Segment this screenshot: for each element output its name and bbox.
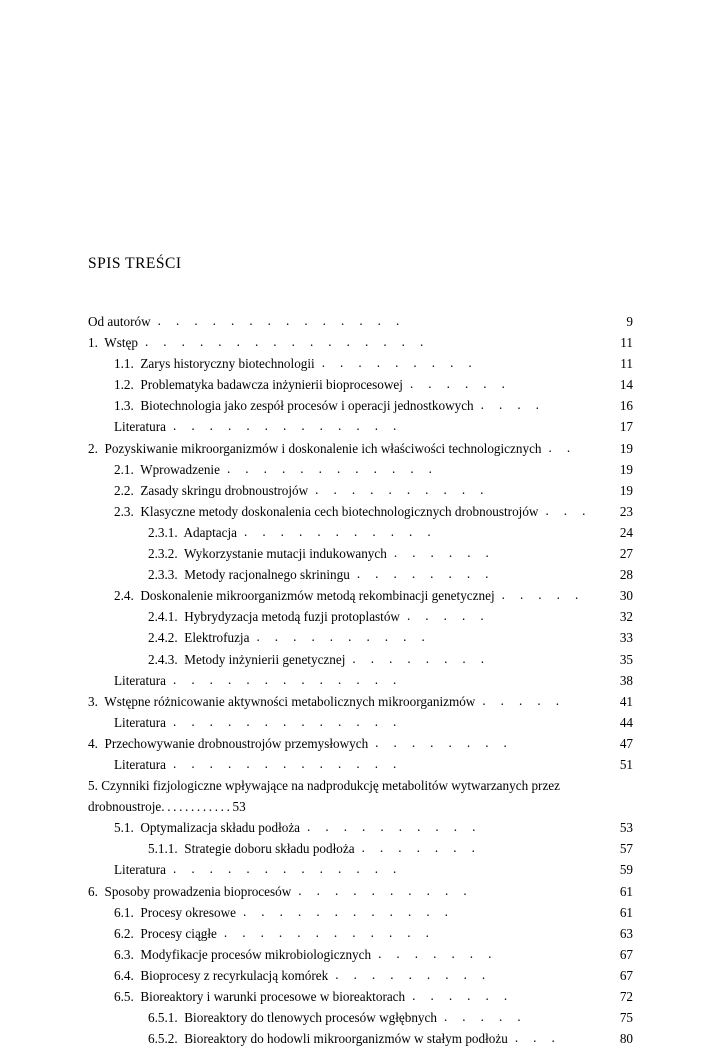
toc-leader-dots: . . . . xyxy=(480,397,554,413)
toc-entry-label: 5.1. Optymalizacja składu podłoża xyxy=(114,820,301,836)
toc-leader-dots: . . xyxy=(548,439,586,455)
toc-container xyxy=(88,255,633,1049)
toc-entry[interactable] xyxy=(88,712,633,733)
toc-leader-dots: . . . . . . . . . . . . . xyxy=(172,755,412,771)
toc-leader-dots: . . . . . . . . . xyxy=(335,966,501,982)
toc-entry-label: 3. Wstępne różnicowanie aktywności metabolicznych mikroorganizmów xyxy=(88,693,476,709)
toc-entry[interactable] xyxy=(88,480,633,501)
toc-page-number: 33 xyxy=(619,630,633,646)
page-title: SPIS TREŚCI xyxy=(88,255,182,272)
toc-page-number: 32 xyxy=(619,609,633,625)
toc-entry-label: 6.5.1. Bioreaktory do tlenowych procesów wgłębnych xyxy=(148,1010,437,1026)
toc-entry[interactable] xyxy=(88,395,633,416)
toc-entry-label: 1. Wstęp xyxy=(88,335,138,351)
toc-entry[interactable] xyxy=(88,649,633,670)
toc-entry[interactable] xyxy=(88,733,633,754)
toc-entry-label: 2.3.3. Metody racjonalnego skriningu xyxy=(148,567,350,583)
toc-leader-dots: . . . . . . xyxy=(393,545,504,561)
toc-entry[interactable] xyxy=(88,459,633,480)
toc-page-number: 44 xyxy=(619,714,633,730)
toc-entry[interactable] xyxy=(88,564,633,585)
toc-entry[interactable] xyxy=(88,670,633,691)
toc-entry-label: Od autorów xyxy=(88,314,151,329)
toc-page-number: 51 xyxy=(619,756,633,772)
toc-entry[interactable] xyxy=(88,353,633,374)
toc-leader-dots: . . . . . . . . . . xyxy=(298,882,482,898)
toc-entry[interactable] xyxy=(88,965,633,986)
toc-leader-dots: . . . . . . xyxy=(412,988,523,1003)
toc-entry[interactable] xyxy=(88,522,633,543)
toc-page-number: 14 xyxy=(619,377,633,393)
toc-entry-label: 5.1.1. Strategie doboru składu podłoża xyxy=(148,841,355,857)
toc-entry-label: 6. Sposoby prowadzenia bioprocesów xyxy=(88,883,292,899)
toc-entry-label: 2.2. Zasady skringu drobnoustrojów xyxy=(114,482,309,498)
toc-entry-label: 6.4. Bioprocesy z recyrkulacją komórek xyxy=(114,967,329,983)
toc-entry-label: 2.3. Klasyczne metody doskonalenia cech biotechnologicznych drobnoustrojów xyxy=(114,503,539,519)
toc-entry-label: 6.1. Procesy okresowe xyxy=(114,904,236,920)
toc-page-number: 75 xyxy=(619,1010,633,1026)
toc-entry-label: Literatura xyxy=(114,756,166,772)
toc-entry[interactable] xyxy=(88,438,633,459)
toc-entry[interactable] xyxy=(88,1007,633,1028)
toc-entry-label: 4. Przechowywanie drobnoustrojów przemysłowych xyxy=(88,735,369,751)
toc-entry-label: Literatura xyxy=(114,862,166,878)
toc-entry-label: Literatura xyxy=(114,672,166,688)
toc-entry[interactable] xyxy=(88,817,633,838)
toc-page-number: 19 xyxy=(619,482,633,498)
toc-entry-label: 2.4.1. Hybrydyzacja metodą fuzji protoplastów xyxy=(148,609,400,625)
toc-page-number: 47 xyxy=(619,735,633,751)
toc-page-number: 38 xyxy=(619,672,633,688)
toc-entry[interactable] xyxy=(88,881,633,902)
toc-entry-label: 1.2. Problematyka badawcza inżynierii bioprocesowej xyxy=(114,377,403,393)
toc-entry[interactable] xyxy=(88,332,633,353)
toc-page-number: 19 xyxy=(619,461,633,477)
toc-entry-label: 2. Pozyskiwanie mikroorganizmów i doskonalenie ich właściwości technologicznych xyxy=(88,440,542,456)
toc-entry-label: 5. Czynniki fizjologiczne wpływające na nadprodukcję metabolitów wytwarzanych przez xyxy=(88,778,561,794)
toc-entry-label: Literatura xyxy=(114,714,166,730)
toc-entry[interactable] xyxy=(88,543,633,564)
toc-page-number: 24 xyxy=(619,524,633,540)
toc-entry[interactable] xyxy=(88,585,633,606)
toc-entry[interactable] xyxy=(88,416,633,437)
toc-leader-dots: . . . . . . . . . . . . . xyxy=(172,861,412,877)
toc-page-number: 35 xyxy=(619,651,633,667)
toc-leader-dots: . . . . . . . . xyxy=(352,650,500,666)
toc-page-number: 17 xyxy=(619,419,633,435)
toc-page-number: 61 xyxy=(619,904,633,920)
toc-entry-label: 2.4.2. Elektrofuzja xyxy=(148,630,250,646)
toc-entry[interactable] xyxy=(88,311,633,332)
toc-page-number: 19 xyxy=(619,440,633,456)
toc-entry[interactable] xyxy=(88,859,633,880)
toc-leader-dots: . . . . . xyxy=(501,587,594,603)
toc-leader-dots: . . . xyxy=(514,1030,570,1046)
toc-entry-label: 2.4. Doskonalenie mikroorganizmów metodą rekombinacji genetycznej xyxy=(114,588,495,604)
toc-leader-dots: . . . . . . . . . . xyxy=(256,629,440,645)
toc-leader-dots: . . . . . xyxy=(406,608,499,624)
toc-page-number: 57 xyxy=(619,841,633,857)
toc-leader-dots: . . . . . . . xyxy=(361,840,490,856)
toc-leader-dots: . . . . . . . . . . . . . xyxy=(172,713,412,729)
toc-entry[interactable] xyxy=(88,902,633,923)
toc-leader-dots: . . . . . . . . . . . . xyxy=(242,903,464,919)
toc-list xyxy=(88,311,633,1049)
toc-entry-label: 2.1. Wprowadzenie xyxy=(114,461,220,477)
toc-leader-dots: . . . . . . . . . . . . . . . . xyxy=(144,334,439,350)
toc-entry[interactable] xyxy=(88,691,633,712)
toc-leader-dots: . . . . . . . . . . . . xyxy=(223,924,444,940)
toc-entry[interactable] xyxy=(88,944,633,965)
toc-leader-dots: . . . . . . . . . . . . xyxy=(226,460,447,476)
toc-leader-dots: . . . . . . . . . . . . . xyxy=(172,671,412,687)
toc-leader-dots: . . . xyxy=(545,502,601,518)
toc-entry-label: Literatura xyxy=(114,419,166,435)
toc-leader-dots: . . . . . xyxy=(443,1009,536,1025)
toc-leader-dots: . . . . . . . . . . xyxy=(307,819,491,835)
toc-page-number: 53 xyxy=(619,820,633,836)
toc-entry-label: 6.5.2. Bioreaktory do hodowli mikroorganizmów w stałym podłożu xyxy=(148,1031,508,1047)
toc-entry[interactable] xyxy=(88,606,633,627)
toc-entry-label: 1.3. Biotechnologia jako zespół procesów i operacji jednostkowych xyxy=(114,398,474,414)
toc-page-number: 61 xyxy=(619,883,633,899)
toc-leader-dots: . . . . . . . . . xyxy=(321,355,487,371)
toc-entry-label: 2.3.1. Adaptacja xyxy=(148,524,237,540)
toc-leader-dots: . . . . . . . . . . . xyxy=(244,523,446,539)
toc-entry[interactable] xyxy=(88,775,633,817)
toc-leader-dots: . . . . . xyxy=(482,692,575,708)
toc-entry-label-cont: drobnoustroje xyxy=(88,799,162,815)
toc-page-number: 23 xyxy=(619,503,633,519)
toc-entry[interactable] xyxy=(88,374,633,395)
toc-page-number: 28 xyxy=(619,567,633,583)
toc-entry-label: 6.2. Procesy ciągłe xyxy=(114,925,217,941)
toc-leader-dots: . . . . . . xyxy=(409,376,520,392)
toc-entry-label: 6.3. Modyfikacje procesów mikrobiologicznych xyxy=(114,946,372,962)
toc-page-number: 53 xyxy=(232,799,246,815)
toc-entry-label: 2.3.2. Wykorzystanie mutacji indukowanych xyxy=(148,546,387,562)
toc-page-number: 30 xyxy=(619,588,633,604)
toc-entry[interactable] xyxy=(88,923,633,944)
toc-page-number: 59 xyxy=(619,862,633,878)
toc-page-number: 67 xyxy=(619,967,633,983)
toc-entry[interactable] xyxy=(88,754,633,775)
toc-entry-label: 6.5. Bioreaktory i warunki procesowe w bioreaktorach xyxy=(114,989,406,1004)
toc-page-number: 11 xyxy=(620,356,633,372)
toc-page-number: 80 xyxy=(619,1031,633,1047)
toc-leader-dots: . . . . . . . . xyxy=(375,734,522,750)
toc-leader-dots: . . . . . . . . . . . . . xyxy=(172,418,412,434)
toc-leader-dots: . . . . . . . xyxy=(378,945,507,961)
toc-page-number: 9 xyxy=(626,314,633,329)
toc-page-number: 67 xyxy=(619,946,633,962)
toc-entry-label: 1.1. Zarys historyczny biotechnologii xyxy=(114,356,315,372)
toc-entry[interactable] xyxy=(88,838,633,859)
toc-page-number: 11 xyxy=(620,335,633,351)
toc-leader-dots: . . . . . . . . . . xyxy=(315,481,499,497)
toc-leader-dots: . . . . . . . . . . . . . . xyxy=(157,313,415,328)
toc-entry[interactable] xyxy=(88,1028,633,1049)
toc-leader-dots: . . . . . . . . . . . . xyxy=(161,799,233,815)
toc-leader-dots: . . . . . . . . xyxy=(356,566,504,582)
toc-entry[interactable] xyxy=(88,501,633,522)
toc-entry[interactable] xyxy=(88,986,633,1007)
toc-page-number: 41 xyxy=(619,693,633,709)
toc-page-number: 16 xyxy=(619,398,633,414)
toc-page-number: 63 xyxy=(619,925,633,941)
toc-entry-label: 2.4.3. Metody inżynierii genetycznej xyxy=(148,651,346,667)
toc-page-number: 72 xyxy=(619,989,633,1004)
toc-page-number: 27 xyxy=(619,546,633,562)
toc-entry[interactable] xyxy=(88,627,633,648)
